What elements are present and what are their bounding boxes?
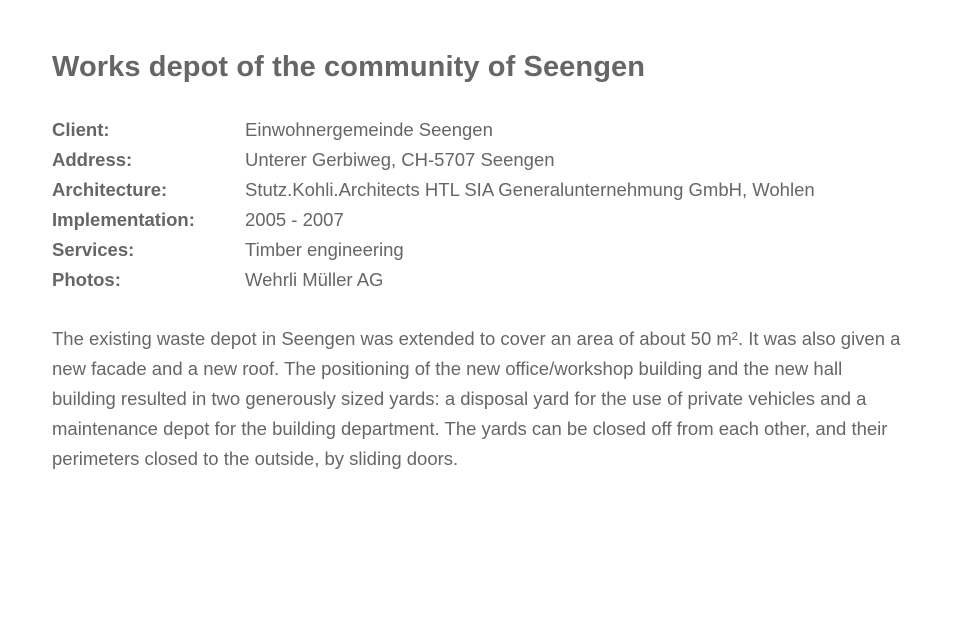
architecture-label: Architecture:: [52, 179, 168, 200]
photos-value: Wehrli Müller AG: [245, 269, 384, 290]
architecture-value: Stutz.Kohli.Architects HTL SIA Generalunternehmung GmbH, Wohlen: [245, 179, 815, 200]
project-page: [52, 48, 912, 493]
detail-row-photos: [52, 265, 912, 295]
page-title: Works depot of the community of Seengen: [52, 51, 646, 83]
client-label: Client:: [52, 119, 110, 140]
services-label: Services:: [52, 239, 135, 260]
detail-row-architecture: [52, 175, 912, 205]
client-value: Einwohnergemeinde Seengen: [245, 119, 493, 140]
services-value: Timber engineering: [245, 239, 404, 260]
implementation-value: 2005 - 2007: [245, 209, 344, 230]
detail-row-implementation: [52, 205, 912, 235]
photos-label: Photos:: [52, 269, 121, 290]
detail-row-client: [52, 115, 912, 145]
address-value: Unterer Gerbiweg, CH-5707 Seengen: [245, 149, 555, 170]
detail-row-address: [52, 145, 912, 175]
implementation-label: Implementation:: [52, 209, 195, 230]
project-details: [52, 115, 912, 295]
project-description: The existing waste depot in Seengen was extended to cover an area of about 50 m². It was also given a new facade and a new roof. The positioning of the new office/workshop building and the new hall building resulted in two generously sized yards: a disposal yard for the use of private vehicles and a maintenance depot for the building department. The yards can be closed off from each other, and their perimeters closed to the outside, by sliding doors.: [52, 328, 901, 469]
address-label: Address:: [52, 149, 133, 170]
detail-row-services: [52, 235, 912, 265]
